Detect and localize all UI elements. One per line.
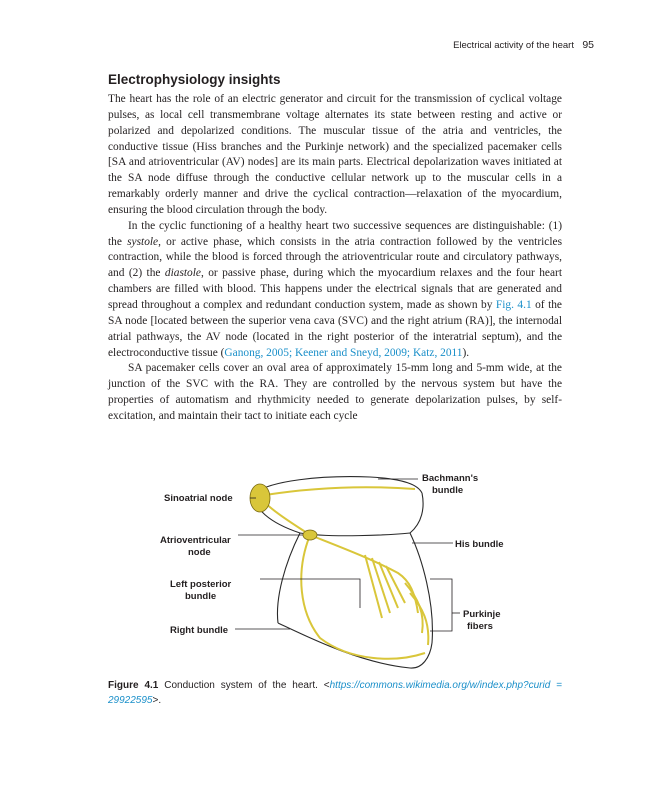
- label-atrioventricular-line1: Atrioventricular: [160, 535, 231, 546]
- atria-right-outline: [410, 493, 423, 533]
- ventricle-right-wall: [410, 533, 432, 643]
- conduction-system-diagram: [160, 463, 530, 678]
- label-sinoatrial-node: Sinoatrial node: [164, 493, 233, 504]
- label-left-posterior-line1: Left posterior: [170, 579, 232, 590]
- conduction-system-figure: [160, 463, 530, 678]
- caption-url-link[interactable]: https://commons.wikimedia.org/w/index.php?curid = 29922595: [108, 680, 562, 706]
- purkinje-bracket: [430, 579, 452, 631]
- section-heading: Electrophysiology insights: [108, 72, 281, 87]
- atrioventricular-node-shape: [303, 530, 317, 540]
- left-posterior-fibers: [365, 555, 405, 618]
- figure-reference-link[interactable]: Fig. 4.1: [495, 298, 532, 311]
- heart-outline: [255, 477, 433, 668]
- paragraph-2-text-c: , or passive phase, during which the myocardium relaxes and the four heart chambers are filled with blood. This happens under the electrical signals that are generated and spread throughout a complex and redundant conduction system, made as shown by: [108, 267, 562, 311]
- conduction-pathways: [262, 487, 428, 659]
- running-head: [0, 39, 648, 55]
- running-head-title: Electrical activity of the heart: [453, 40, 574, 51]
- right-bundle-path: [301, 535, 425, 659]
- label-purkinje-line1: Purkinje: [463, 609, 501, 620]
- leader-left-posterior: [260, 579, 360, 608]
- term-diastole: diastole: [164, 267, 201, 280]
- ventricle-left-wall: [277, 533, 300, 623]
- bachmann-pathway: [265, 487, 415, 495]
- paragraph-3: SA pacemaker cells cover an oval area of approximately 15-mm long and 5-mm wide, at the junction of the SVC with the RA. They are controlled by the nervous system but have the properties of automatism and rhythmicity needed to generate depolarization pulses, by self-excitation, and maintain their tact to initiate each cycle: [108, 362, 562, 422]
- caption-end: >.: [152, 695, 162, 706]
- his-bundle-path: [310, 535, 418, 613]
- paragraph-2: [108, 219, 562, 362]
- paragraph-2-text-d: of the SA node [located between the superior vena cava (SVC) and the right atrium (RA)], the internodal atrial pathways, the AV node (located in the right posterior of the interatrial septum), and the electroconductive tissue (: [108, 298, 562, 359]
- term-systole: systole: [127, 235, 159, 248]
- label-left-posterior-line2: bundle: [185, 591, 217, 602]
- label-bachmann-line1: Bachmann's: [422, 473, 479, 484]
- paragraph-1: The heart has the role of an electric generator and circuit for the transmission of cyclical voltage pulses, as local cell transmembrane voltage alternates its state between resting and active or polarized and depolarized conditions. The muscular tissue of the atria and ventricles, the conductive tissue (Hiss branches and the Purkinje network) and the specialized pacemaker cells [SA and atrioventricular (AV) nodes] are its main parts. Electrical depolarization waves initiated at the SA node diffuse through the conductive cellular network up to the muscular cells in a remarkably orderly manner and drive the cyclical contraction—relaxation of the myocardium, ensuring the blood circulation through the body.: [108, 93, 562, 216]
- paragraph-2-text-e: ).: [462, 346, 470, 359]
- caption-label: Figure 4.1: [108, 680, 159, 691]
- label-bachmann-line2: bundle: [432, 485, 464, 496]
- figure-caption: [108, 678, 562, 708]
- label-atrioventricular-line2: node: [188, 547, 211, 558]
- label-his-bundle: His bundle: [455, 539, 504, 550]
- label-purkinje-line2: fibers: [467, 621, 493, 632]
- paragraph-2-text-a: In the cyclic functioning of a healthy heart two successive sequences are distinguishable: (1) the: [108, 219, 562, 248]
- citation-link[interactable]: Ganong, 2005; Keener and Sneyd, 2009; Katz, 2011: [224, 346, 463, 359]
- body-text: [108, 92, 562, 425]
- ventricle-outline: [278, 623, 432, 668]
- paragraph-2-text-b: , or active phase, which consists in the atria contraction followed by the ventricles contraction, while the blood is forced through the atrioventricular route and circulatory pathways, and (2) the: [108, 235, 563, 280]
- label-right-bundle: Right bundle: [170, 625, 229, 636]
- caption-text: Conduction system of the heart. <: [158, 680, 330, 691]
- purkinje-branch-2: [410, 593, 428, 645]
- page-number: 95: [582, 39, 594, 51]
